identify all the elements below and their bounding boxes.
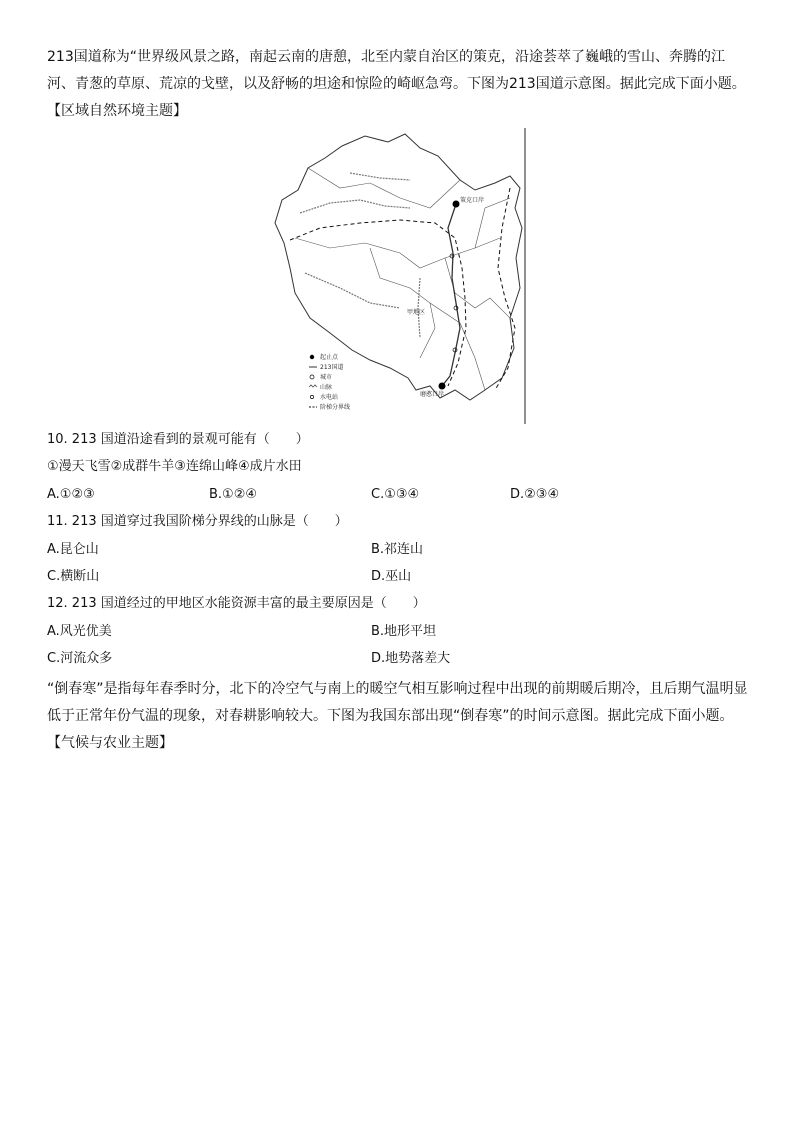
start-point-label: 策克口岸 <box>460 197 485 204</box>
svg-text:阶梯分界线: 阶梯分界线 <box>320 404 351 411</box>
end-point-label: 磨憨口岸 <box>420 391 445 398</box>
q10-option-b[interactable]: B.①②④ <box>209 487 258 502</box>
q10-option-c[interactable]: C.①③④ <box>371 487 420 502</box>
map-legend <box>309 353 350 411</box>
route-213-map <box>270 128 528 424</box>
step-boundary-line <box>290 220 466 386</box>
svg-text:213国道: 213国道 <box>320 364 344 371</box>
svg-text:起止点: 起止点 <box>320 354 339 361</box>
area-label: 甲地区 <box>407 309 426 316</box>
q12-option-d[interactable]: D.地势落差大 <box>371 651 451 666</box>
q11-option-b[interactable]: B.祁连山 <box>371 542 424 557</box>
q12-option-c[interactable]: C.河流众多 <box>47 651 113 666</box>
svg-text:水电站: 水电站 <box>320 394 339 401</box>
q10-sub: ①漫天飞雪②成群牛羊③连绵山峰④成片水田 <box>47 459 302 474</box>
dot-icon <box>310 355 314 359</box>
start-point-icon <box>453 201 460 208</box>
intro-paragraph-2: “倒春寒”是指每年春季时分，北下的冷空气与南上的暖空气相互影响过程中出现的前期暖后期冷，且后期气温明显低于正常年份气温的现象，对春耕影响较大。下图为我国东部出现“倒春寒”的时间示意图。据此完成下面小题。 <box>47 681 748 724</box>
q12-stem: 12. 213 国道经过的甲地区水能资源丰富的最主要原因是（ ） <box>47 596 426 611</box>
q11-option-a[interactable]: A.昆仑山 <box>47 542 99 557</box>
q10-stem: 10. 213 国道沿途看到的景观可能有（ ） <box>47 432 309 447</box>
country-outline <box>275 134 522 400</box>
svg-text:城市: 城市 <box>320 374 333 381</box>
map-figure <box>270 128 528 424</box>
q12-option-b[interactable]: B.地形平坦 <box>371 624 437 639</box>
q12-option-a[interactable]: A.风光优美 <box>47 624 112 639</box>
mountain-kunlun <box>300 200 410 213</box>
q11-stem: 11. 213 国道穿过我国阶梯分界线的山脉是（ ） <box>47 514 348 529</box>
intro-paragraph-2-tag: 【气候与农业主题】 <box>47 735 173 751</box>
hydro-icon <box>310 395 313 398</box>
mountain-icon <box>309 385 317 387</box>
q10-option-d[interactable]: D.②③④ <box>510 487 560 502</box>
q11-option-d[interactable]: D.巫山 <box>371 569 412 584</box>
intro-paragraph-1: 213国道称为“世界级风景之路，南起云南的唐憩，北至内蒙自治区的策克，沿途荟萃了巍峨的雪山、奔腾的江河、青葱的草原、荒凉的戈壁，以及舒畅的坦途和惊险的崎岖急弯。下图为213国道示意图。据此完成下面小题。【区域自然环境主题】 <box>47 49 746 119</box>
svg-text:山脉: 山脉 <box>320 384 333 391</box>
q11-option-c[interactable]: C.横断山 <box>47 569 100 584</box>
end-point-icon <box>439 383 446 390</box>
q10-option-a[interactable]: A.①②③ <box>47 487 95 502</box>
city-icon <box>310 375 314 379</box>
